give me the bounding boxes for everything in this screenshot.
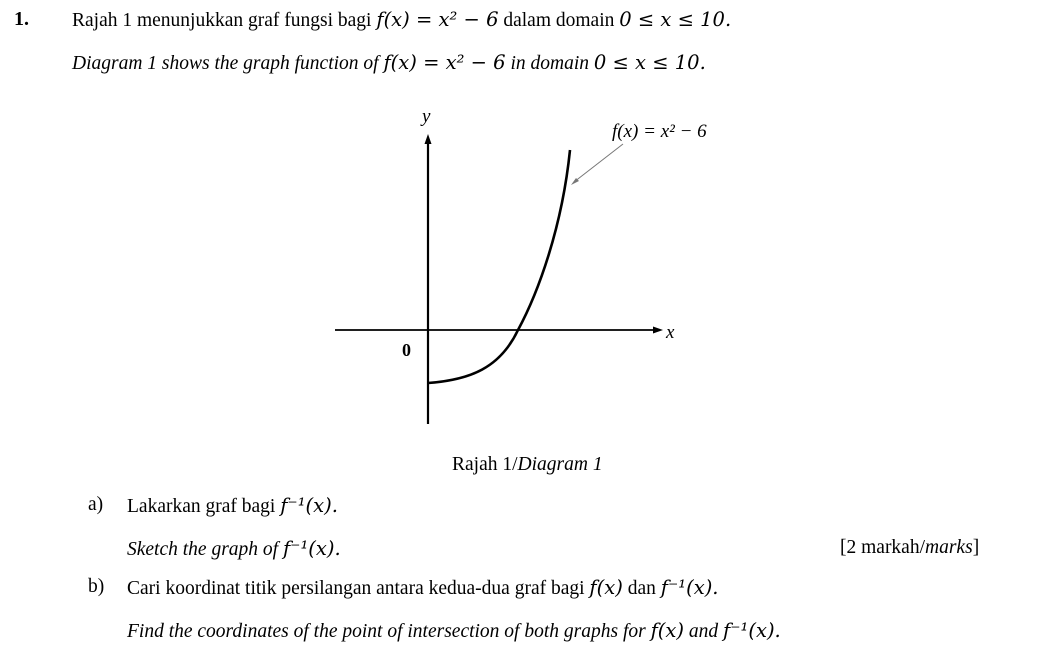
marks-malay: [2 markah/ (840, 537, 926, 558)
function-graph (330, 98, 750, 433)
part-b-finv-expr-en: f⁻¹(x). (723, 619, 781, 642)
part-a-english-text: Sketch the graph of (127, 539, 283, 560)
malay-intro: Rajah 1 menunjukkan graf fungsi bagi (72, 10, 377, 31)
part-a-english (127, 537, 341, 561)
caption-english: Diagram 1 (517, 454, 603, 475)
domain-expression-en: 0 ≤ x ≤ 10. (593, 51, 706, 74)
part-b-english-and: and (684, 621, 724, 642)
curve-label: f(x) = x² − 6 (612, 121, 707, 142)
question-text-english (72, 51, 706, 75)
function-expression: f(x) = x² − 6 (376, 8, 499, 31)
part-b-english-text: Find the coordinates of the point of intersection of both graphs for (127, 621, 651, 642)
marks-english: marks (925, 537, 973, 558)
origin-label: 0 (402, 340, 411, 360)
y-axis-arrow (425, 134, 432, 144)
question-number: 1. (14, 8, 29, 30)
x-axis-arrow (653, 327, 663, 334)
part-b-english (127, 619, 781, 643)
part-b-malay (127, 576, 719, 600)
y-axis-label: y (422, 106, 431, 127)
part-b-f-expr-en: f(x) (650, 619, 685, 642)
function-expression-en: f(x) = x² − 6 (383, 51, 506, 74)
parabola-curve (428, 150, 570, 383)
malay-domain-word: dalam domain (498, 10, 620, 31)
part-b-malay-text: Cari koordinat titik persilangan antara kedua-dua graf bagi (127, 578, 590, 599)
part-a-inverse-expr-en: f⁻¹(x). (282, 537, 341, 560)
question-text-malay (72, 8, 731, 32)
domain-expression: 0 ≤ x ≤ 10. (619, 8, 732, 31)
curve-pointer-line (574, 144, 623, 182)
part-a-marks (840, 537, 979, 559)
diagram-caption (452, 454, 603, 476)
part-a-inverse-expr: f⁻¹(x). (280, 494, 338, 517)
marks-close: ] (972, 537, 980, 558)
part-b-malay-and: dan (622, 578, 661, 599)
part-b-finv-expr: f⁻¹(x). (660, 576, 719, 599)
part-a-letter: a) (88, 494, 104, 515)
part-a-malay-text: Lakarkan graf bagi (127, 496, 281, 517)
part-a-malay (127, 494, 338, 518)
x-axis-label: x (666, 322, 675, 343)
part-b-f-expr: f(x) (589, 576, 623, 599)
caption-malay: Rajah 1/ (452, 454, 518, 475)
english-intro: Diagram 1 shows the graph function of (72, 53, 384, 74)
part-b-letter: b) (88, 576, 105, 597)
english-domain-word: in domain (505, 53, 594, 74)
